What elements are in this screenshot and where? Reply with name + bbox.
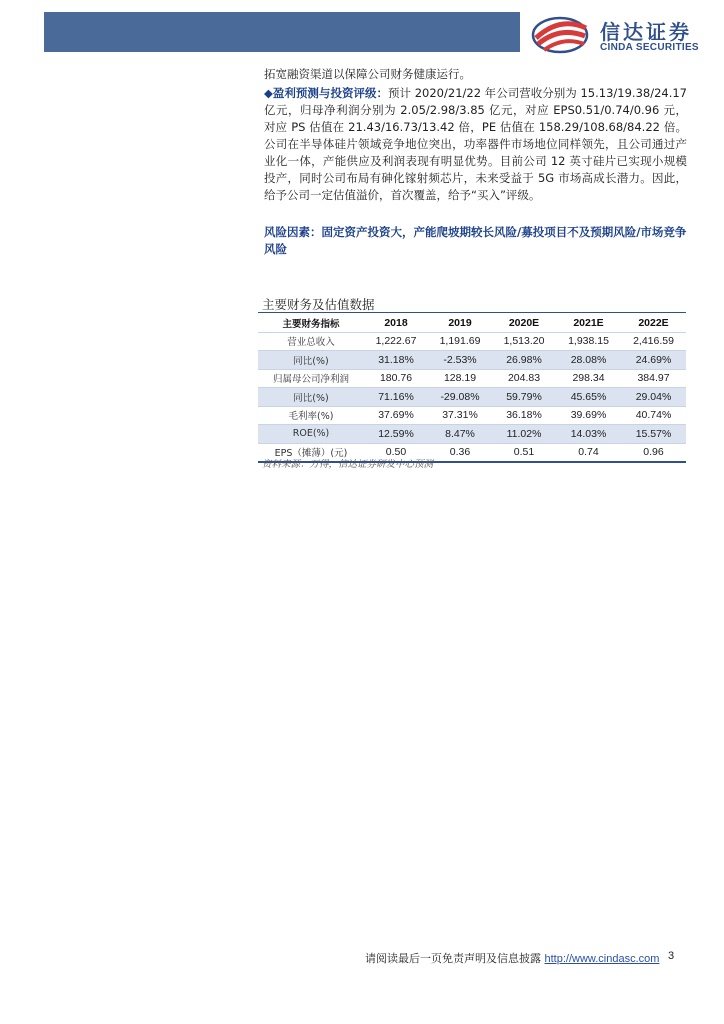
page-number: 3 [668, 950, 675, 962]
table-cell: 71.16% [364, 388, 428, 407]
table-row [258, 406, 686, 425]
table-cell: 0.74 [556, 443, 621, 462]
table-row [258, 351, 686, 370]
table-cell: 39.69% [556, 406, 621, 425]
table-cell: 204.83 [492, 369, 556, 388]
table-cell: 12.59% [364, 425, 428, 444]
row-label: 同比(%) [258, 351, 364, 370]
column-header: 2018 [364, 314, 428, 332]
logo-chinese-name: 信达证券 [600, 20, 692, 44]
paragraph-financing: 拓宽融资渠道以保障公司财务健康运行。 [264, 67, 471, 81]
forecast-rating-heading: 盈利预测与投资评级： [272, 86, 389, 100]
table-cell: 28.08% [556, 351, 621, 370]
table-row [258, 332, 686, 351]
cinda-logo [530, 14, 700, 56]
row-label: 营业总收入 [258, 332, 364, 351]
table-cell: 0.36 [428, 443, 492, 462]
footer-text: 请阅读最后一页免责声明及信息披露 [365, 952, 541, 965]
footer-disclaimer [365, 950, 659, 966]
table-cell: 14.03% [556, 425, 621, 444]
financial-data-table [258, 314, 686, 463]
row-label: ROE(%) [258, 425, 364, 444]
table-cell: 29.04% [621, 388, 686, 407]
row-label: 同比(%) [258, 388, 364, 407]
table-cell: 45.65% [556, 388, 621, 407]
table-row [258, 388, 686, 407]
table-cell: 36.18% [492, 406, 556, 425]
table-source-note: 资料来源：万得，信达证券研发中心预测 [262, 459, 434, 470]
table-cell: -29.08% [428, 388, 492, 407]
table-cell: 26.98% [492, 351, 556, 370]
table-cell: 31.18% [364, 351, 428, 370]
table-cell: 8.47% [428, 425, 492, 444]
logo-english-name: CINDA SECURITIES [600, 42, 699, 53]
table-cell: 37.31% [428, 406, 492, 425]
table-cell: 1,222.67 [364, 332, 428, 351]
diamond-bullet-icon: ◆ [264, 86, 273, 100]
paragraph-forecast-rating [264, 85, 687, 204]
table-cell: 15.57% [621, 425, 686, 444]
table-cell: 128.19 [428, 369, 492, 388]
table-cell: 180.76 [364, 369, 428, 388]
risk-factors: 风险因素：固定资产投资大，产能爬坡期较长风险/募投项目不及预期风险/市场竞争风险 [264, 225, 687, 256]
table-row [258, 425, 686, 444]
table-cell: 37.69% [364, 406, 428, 425]
table-cell: 0.96 [621, 443, 686, 462]
row-label: EPS（摊薄）(元) [258, 443, 364, 462]
footer-website-link[interactable]: http://www.cindasc.com [544, 953, 660, 965]
table-row [258, 369, 686, 388]
table-header-row [258, 314, 686, 332]
table-cell: 0.51 [492, 443, 556, 462]
table-cell: 0.50 [364, 443, 428, 462]
table-cell: 40.74% [621, 406, 686, 425]
table-cell: 24.69% [621, 351, 686, 370]
column-header: 2019 [428, 314, 492, 332]
row-label: 归属母公司净利润 [258, 369, 364, 388]
table-cell: 1,513.20 [492, 332, 556, 351]
column-header: 2022E [621, 314, 686, 332]
table-cell: 1,191.69 [428, 332, 492, 351]
column-header: 主要财务指标 [258, 314, 364, 332]
row-label: 毛利率(%) [258, 406, 364, 425]
table-top-rule [258, 312, 686, 313]
cinda-logo-icon [530, 14, 592, 56]
header-bar [44, 12, 520, 52]
table-cell: -2.53% [428, 351, 492, 370]
table-title: 主要财务及估值数据 [262, 297, 375, 312]
column-header: 2020E [492, 314, 556, 332]
table-cell: 11.02% [492, 425, 556, 444]
table-cell: 384.97 [621, 369, 686, 388]
forecast-rating-text: 预计 2020/21/22 年公司营收分别为 15.13/19.38/24.17 亿元，归母净利润分别为 2.05/2.98/3.85 亿元，对应 EPS0.51/0.74/0.96 元，对应 PS 估值在 21.43/16.73/13.42 倍，PE 估值在 158.29/108.68/84.22 倍。公司在半导体硅片领域竞争地位突出，功率器件市场地位同样领先，且公司通过产业化一体，产能供应及利润表现有明显优势。目前公司 12 英寸硅片已实现小规模投产，同时公司布局有砷化镓射频芯片，未来受益于 5G 市场高成长潜力。因此，给予公司一定估值溢价，首次覆盖，给予“买入”评级。 [264, 86, 687, 202]
table-cell: 298.34 [556, 369, 621, 388]
table-cell: 59.79% [492, 388, 556, 407]
table-cell: 1,938.15 [556, 332, 621, 351]
table-cell: 2,416.59 [621, 332, 686, 351]
column-header: 2021E [556, 314, 621, 332]
